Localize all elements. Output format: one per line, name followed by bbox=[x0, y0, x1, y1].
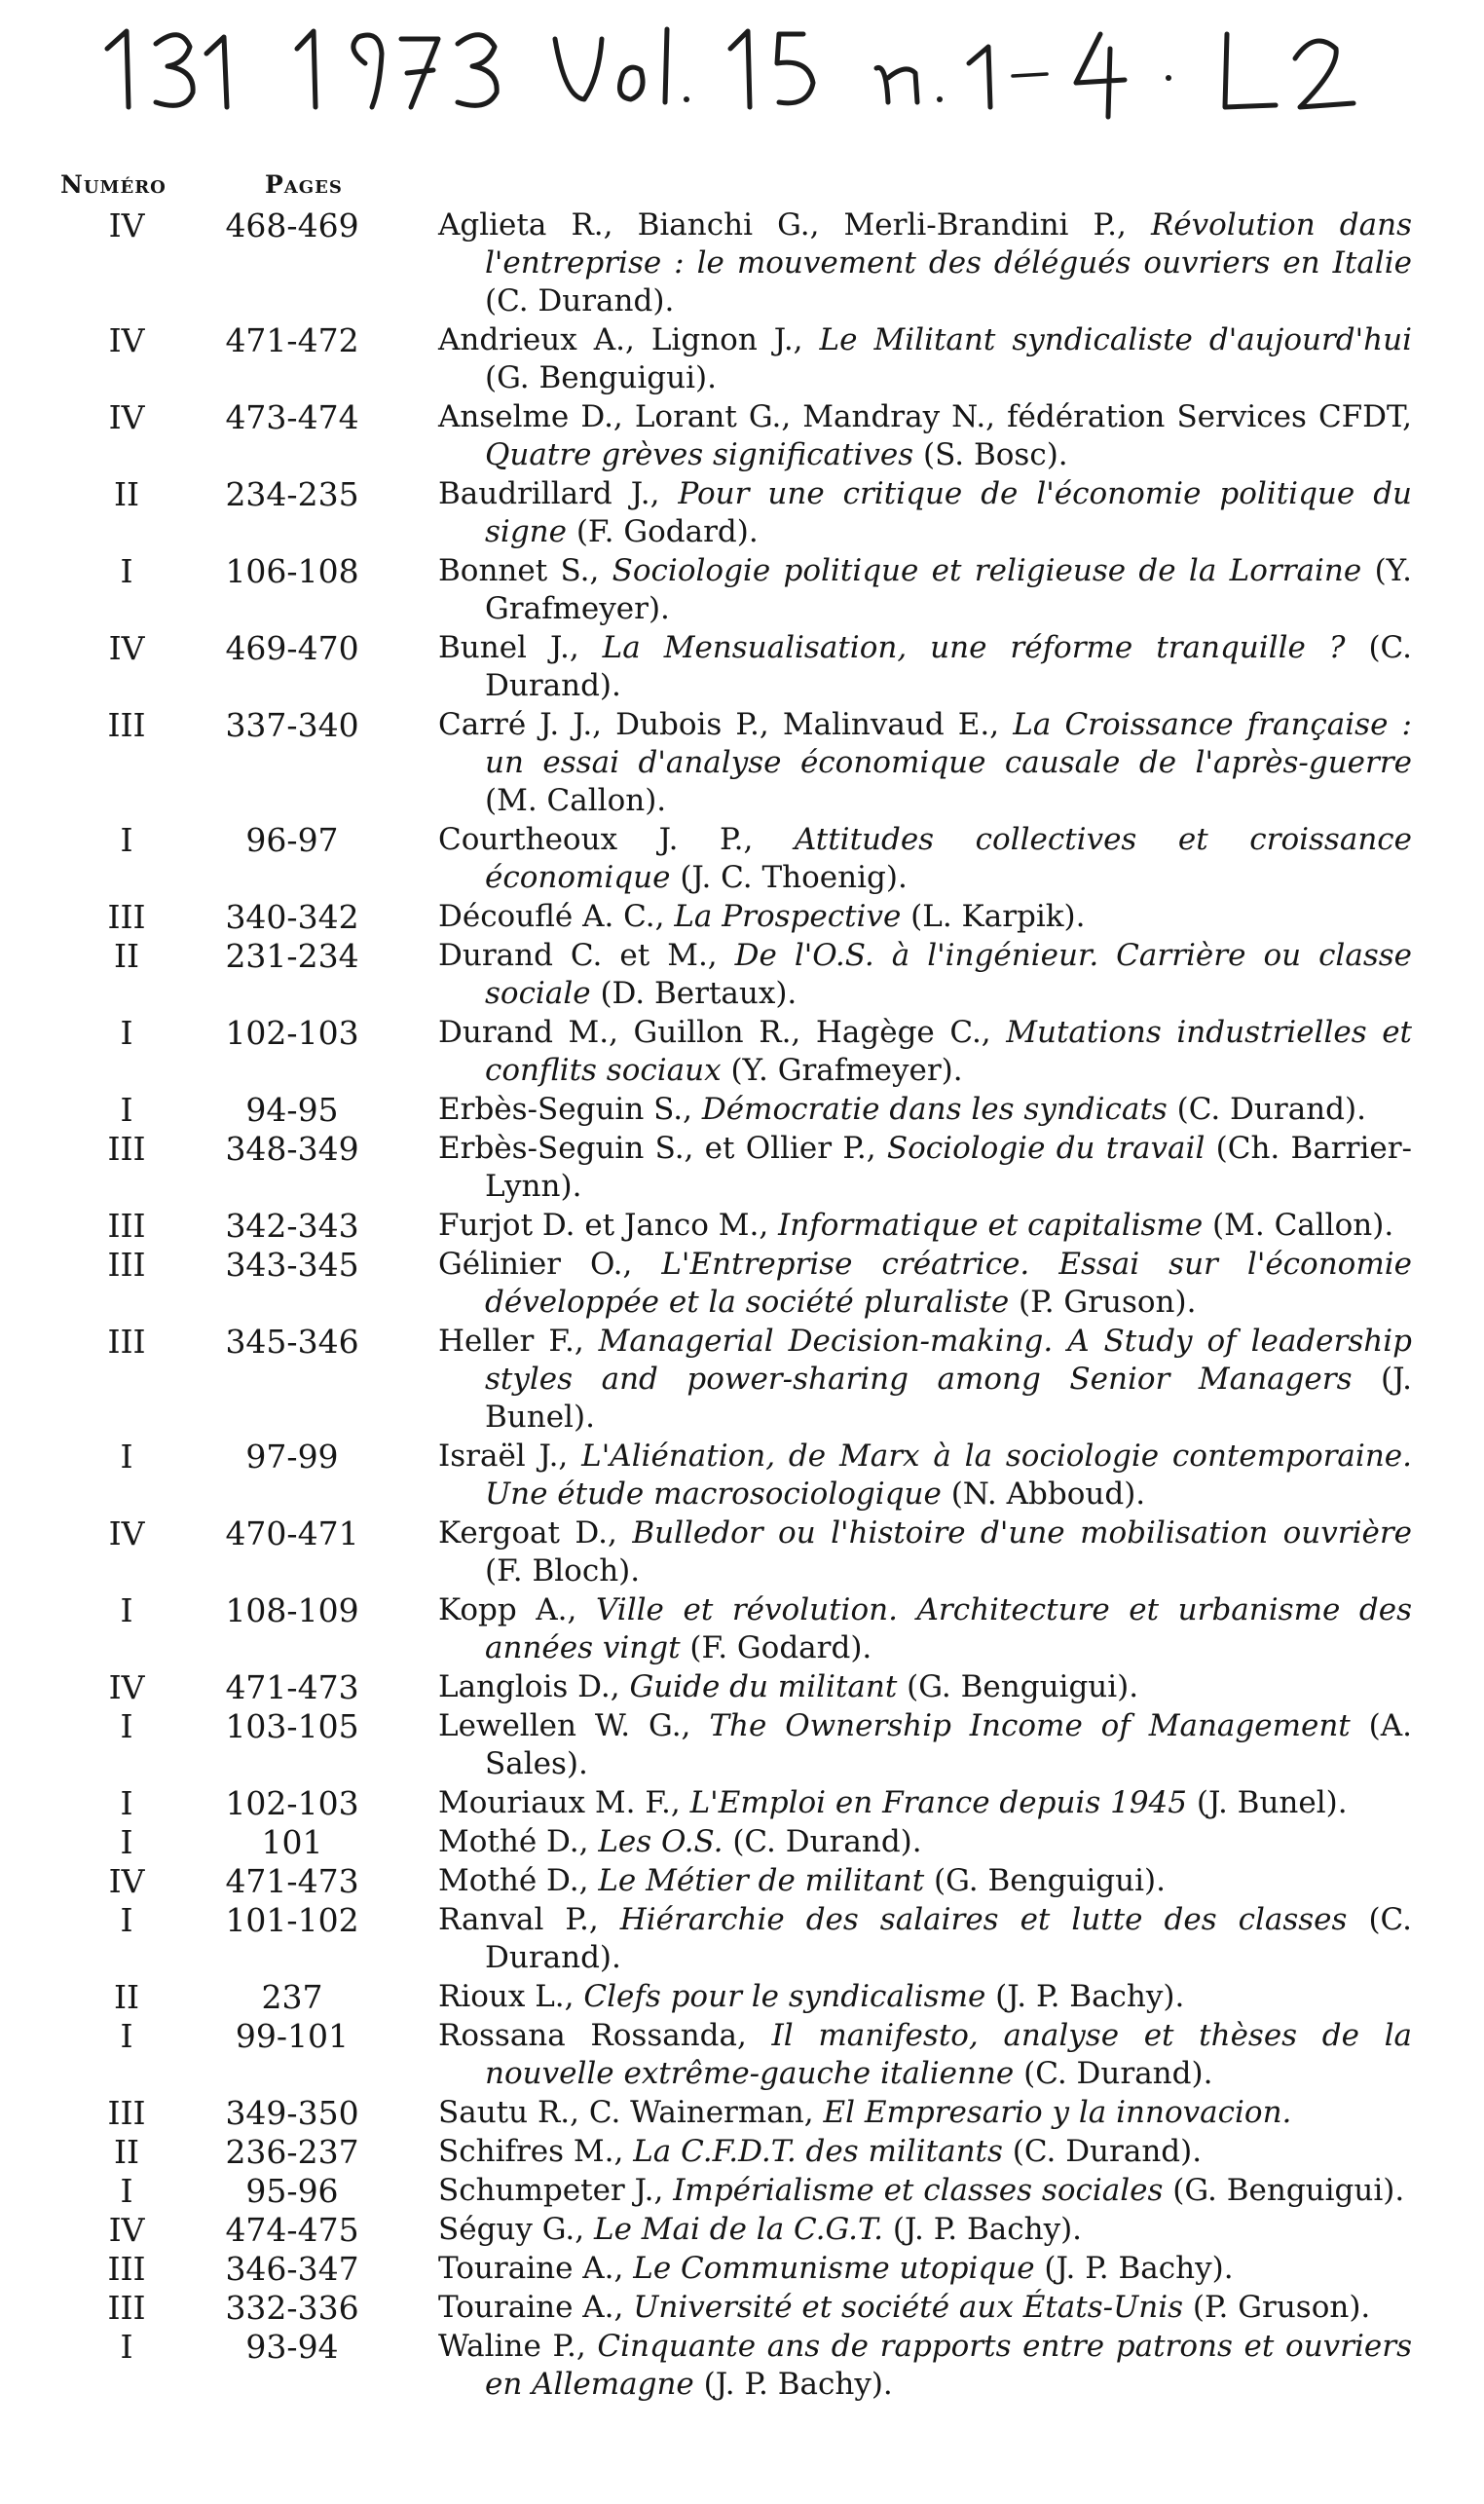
entry-pages: 94-95 bbox=[245, 1091, 339, 1129]
entry-numero: IV bbox=[108, 1668, 145, 1706]
entry-reviewer: (J. Bunel). bbox=[485, 1362, 1413, 1435]
entry-citation bbox=[438, 1091, 1412, 1129]
entry-pages: 332-336 bbox=[225, 2289, 359, 2327]
entry-numero: I bbox=[120, 821, 133, 859]
entry-title: Managerial Decision-making. A Study of leadership styles and power-sharing among Senior Managers bbox=[485, 1324, 1412, 1397]
entry-author: Carré J. J., Dubois P., Malinvaud E., bbox=[438, 707, 1014, 742]
entry-title: Révolution dans l'entreprise : le mouvement des délégués ouvriers en Italie bbox=[485, 207, 1412, 280]
entry-pages: 337-340 bbox=[225, 706, 359, 744]
entry-title: Le Communisme utopique bbox=[633, 2251, 1035, 2286]
entry-pages: 102-103 bbox=[225, 1784, 359, 1822]
entry-citation bbox=[438, 2250, 1412, 2288]
entry-title: El Empresario y la innovacion. bbox=[823, 2095, 1292, 2130]
entry-citation bbox=[438, 1014, 1412, 1090]
entry-author: Lewellen W. G., bbox=[438, 1708, 710, 1743]
entry-author: Rioux L., bbox=[438, 1979, 584, 2014]
entry-numero: II bbox=[113, 475, 140, 513]
entry-numero: I bbox=[120, 2328, 133, 2366]
entry-reviewer: (Y. Grafmeyer). bbox=[485, 553, 1412, 626]
entry-pages: 236-237 bbox=[225, 2133, 359, 2171]
entry-author: Aglieta R., Bianchi G., Merli-Brandini P., bbox=[438, 207, 1151, 243]
entry-reviewer: (F. Bloch). bbox=[485, 1553, 641, 1588]
entry-reviewer: (M. Callon). bbox=[485, 783, 667, 818]
entry-citation bbox=[438, 1862, 1412, 1900]
entry-citation bbox=[438, 552, 1412, 628]
entry-citation bbox=[438, 1707, 1412, 1783]
entry-numero: I bbox=[120, 1591, 133, 1629]
entry-author: Durand C. et M., bbox=[438, 938, 735, 973]
entry-title: Clefs pour le syndicalisme bbox=[583, 1979, 986, 2014]
entry-reviewer: (Ch. Barrier-Lynn). bbox=[485, 1131, 1413, 1204]
entry-citation bbox=[438, 1323, 1412, 1437]
entry-reviewer: (L. Karpik). bbox=[901, 899, 1086, 934]
entry-citation bbox=[438, 2328, 1412, 2404]
entry-reviewer: (J. P. Bachy). bbox=[1034, 2251, 1234, 2286]
entry-title: La Croissance française : un essai d'analyse économique causale de l'après-guerre bbox=[485, 707, 1412, 780]
entry-author: Bonnet S., bbox=[438, 553, 612, 588]
entry-pages: 102-103 bbox=[225, 1014, 359, 1052]
entry-author: Baudrillard J., bbox=[438, 476, 679, 511]
entry-numero: I bbox=[120, 1014, 133, 1052]
header-numero: Numéro bbox=[60, 170, 167, 199]
entry-reviewer: (D. Bertaux). bbox=[590, 976, 798, 1011]
entry-numero: IV bbox=[108, 206, 145, 244]
entry-reviewer: (C. Durand). bbox=[723, 1824, 922, 1859]
entry-citation bbox=[438, 937, 1412, 1013]
entry-citation bbox=[438, 2133, 1412, 2171]
entry-numero: III bbox=[107, 2250, 146, 2288]
entry-pages: 471-472 bbox=[225, 321, 359, 359]
entry-citation bbox=[438, 1207, 1412, 1245]
entry-reviewer: (F. Godard). bbox=[566, 514, 759, 549]
entry-pages: 106-108 bbox=[225, 552, 359, 590]
entry-citation bbox=[438, 2172, 1412, 2210]
entry-reviewer: (J. Bunel). bbox=[1187, 1785, 1348, 1820]
entry-title: Le Mai de la C.G.T. bbox=[593, 2212, 884, 2247]
entry-author: Séguy G., bbox=[438, 2212, 594, 2247]
entry-title: Mutations industrielles et conflits sociaux bbox=[485, 1015, 1412, 1088]
entry-author: Kopp A., bbox=[438, 1592, 596, 1627]
entry-numero: I bbox=[120, 2017, 133, 2055]
entry-title: Cinquante ans de rapports entre patrons et ouvriers en Allemagne bbox=[485, 2329, 1412, 2402]
entry-author: Furjot D. et Janco M., bbox=[438, 1208, 779, 1243]
entry-reviewer: (P. Gruson). bbox=[1183, 2290, 1371, 2325]
entry-pages: 474-475 bbox=[225, 2211, 359, 2249]
entry-numero: II bbox=[113, 2133, 140, 2171]
entry-title: Hiérarchie des salaires et lutte des classes bbox=[619, 1902, 1348, 1937]
entry-title: La Prospective bbox=[674, 899, 902, 934]
entry-numero: IV bbox=[108, 321, 145, 359]
entry-citation bbox=[438, 898, 1412, 936]
entry-title: L'Entreprise créatrice. Essai sur l'économie développée et la société pluraliste bbox=[485, 1247, 1412, 1320]
entry-title: Université et société aux États-Unis bbox=[633, 2290, 1184, 2325]
entry-author: Gélinier O., bbox=[438, 1247, 662, 1282]
entry-numero: IV bbox=[108, 1514, 145, 1552]
entry-citation bbox=[438, 2094, 1412, 2132]
entry-pages: 101-102 bbox=[225, 1901, 359, 1939]
entry-citation bbox=[438, 1978, 1412, 2016]
entry-title: Sociologie politique et religieuse de la Lorraine bbox=[612, 553, 1362, 588]
entry-reviewer: (F. Godard). bbox=[680, 1630, 872, 1665]
entry-title: Ville et révolution. Architecture et urbanisme des années vingt bbox=[485, 1592, 1413, 1665]
entry-pages: 103-105 bbox=[225, 1707, 359, 1745]
entry-reviewer: (G. Benguigui). bbox=[485, 360, 717, 395]
entry-pages: 340-342 bbox=[225, 898, 359, 936]
entry-pages: 345-346 bbox=[225, 1323, 359, 1361]
entry-numero: IV bbox=[108, 2211, 145, 2249]
entry-citation bbox=[438, 1514, 1412, 1590]
entry-title: Attitudes collectives et croissance économique bbox=[485, 822, 1412, 895]
entry-numero: I bbox=[120, 1784, 133, 1822]
entry-author: Courtheoux J. P., bbox=[438, 822, 795, 857]
entry-reviewer: (A. Sales). bbox=[485, 1708, 1412, 1781]
entry-numero: III bbox=[107, 1130, 146, 1168]
entry-reviewer: (P. Gruson). bbox=[1009, 1285, 1197, 1320]
entry-author: Erbès-Seguin S., bbox=[438, 1092, 702, 1127]
entry-numero: III bbox=[107, 1207, 146, 1245]
entry-reviewer: (J. P. Bachy). bbox=[985, 1979, 1185, 2014]
entry-numero: IV bbox=[108, 629, 145, 667]
entry-pages: 99-101 bbox=[235, 2017, 350, 2055]
entry-numero: I bbox=[120, 1823, 133, 1861]
entry-reviewer: (J. P. Bachy). bbox=[693, 2367, 893, 2402]
entry-reviewer: (M. Callon). bbox=[1203, 1208, 1394, 1243]
entry-citation bbox=[438, 1246, 1412, 1322]
entry-author: Mouriaux M. F., bbox=[438, 1785, 690, 1820]
entry-numero: II bbox=[113, 937, 140, 975]
entry-pages: 95-96 bbox=[245, 2172, 339, 2210]
entry-title: Pour une critique de l'économie politique du signe bbox=[485, 476, 1412, 549]
entry-title: Informatique et capitalisme bbox=[778, 1208, 1204, 1243]
entry-title: The Ownership Income of Management bbox=[709, 1708, 1351, 1743]
entry-author: Bunel J., bbox=[438, 630, 603, 665]
entry-reviewer: (N. Abboud). bbox=[941, 1476, 1146, 1512]
entry-author: Touraine A., bbox=[438, 2290, 634, 2325]
entry-reviewer: (S. Bosc). bbox=[913, 437, 1068, 472]
entry-pages: 346-347 bbox=[225, 2250, 359, 2288]
entry-pages: 343-345 bbox=[225, 1246, 359, 1284]
entry-citation bbox=[438, 1591, 1412, 1667]
entry-reviewer: (G. Benguigui). bbox=[924, 1863, 1166, 1898]
entry-numero: I bbox=[120, 1707, 133, 1745]
entry-pages: 349-350 bbox=[225, 2094, 359, 2132]
entry-pages: 471-473 bbox=[225, 1862, 359, 1900]
entry-numero: IV bbox=[108, 1862, 145, 1900]
entry-pages: 108-109 bbox=[225, 1591, 359, 1629]
entry-numero: III bbox=[107, 1246, 146, 1284]
entry-reviewer: (C. Durand). bbox=[1167, 1092, 1366, 1127]
entry-title: Guide du militant bbox=[629, 1669, 898, 1704]
entry-author: Waline P., bbox=[438, 2329, 598, 2364]
entry-title: De l'O.S. à l'ingénieur. Carrière ou classe sociale bbox=[485, 938, 1412, 1011]
entry-citation bbox=[438, 706, 1412, 820]
entry-pages: 231-234 bbox=[225, 937, 359, 975]
entry-citation bbox=[438, 1130, 1412, 1206]
entry-numero: III bbox=[107, 1323, 146, 1361]
entry-pages: 234-235 bbox=[225, 475, 359, 513]
entry-citation bbox=[438, 2211, 1412, 2249]
entry-pages: 468-469 bbox=[225, 206, 359, 244]
entry-title: Les O.S. bbox=[598, 1824, 723, 1859]
entry-numero: I bbox=[120, 1901, 133, 1939]
entry-pages: 93-94 bbox=[245, 2328, 339, 2366]
entry-citation bbox=[438, 1823, 1412, 1861]
entry-citation bbox=[438, 2289, 1412, 2327]
entry-numero: III bbox=[107, 898, 146, 936]
entry-reviewer: (G. Benguigui). bbox=[1163, 2173, 1405, 2208]
entry-author: Découflé A. C., bbox=[438, 899, 675, 934]
entry-title: Impérialisme et classes sociales bbox=[673, 2173, 1164, 2208]
entry-author: Mothé D., bbox=[438, 1824, 599, 1859]
entry-author: Durand M., Guillon R., Hagège C., bbox=[438, 1015, 1007, 1050]
entry-reviewer: (G. Benguigui). bbox=[897, 1669, 1139, 1704]
handwritten-note-drawing bbox=[97, 10, 1441, 166]
entry-citation bbox=[438, 1438, 1412, 1514]
entry-reviewer: (C. Durand). bbox=[1002, 2134, 1203, 2169]
entry-numero: IV bbox=[108, 398, 145, 436]
entry-reviewer: (C. Durand). bbox=[485, 1902, 1413, 1975]
entry-author: Rossana Rossanda, bbox=[438, 2018, 772, 2053]
entry-author: Heller F., bbox=[438, 1324, 599, 1359]
entry-title: La C.F.D.T. des militants bbox=[633, 2134, 1003, 2169]
entry-title: L'Aliénation, de Marx à la sociologie contemporaine. Une étude macrosociologique bbox=[485, 1439, 1412, 1512]
column-headers bbox=[0, 170, 1484, 209]
entry-author: Kergoat D., bbox=[438, 1515, 633, 1551]
entry-reviewer: (C. Durand). bbox=[485, 283, 675, 318]
entry-title: Le Militant syndicaliste d'aujourd'hui bbox=[819, 322, 1412, 357]
entry-title: L'Emploi en France depuis 1945 bbox=[689, 1785, 1187, 1820]
entry-numero: I bbox=[120, 2172, 133, 2210]
handwritten-note bbox=[97, 10, 1441, 166]
review-list bbox=[0, 206, 1484, 2447]
entry-citation bbox=[438, 321, 1412, 397]
entry-reviewer: (C. Durand). bbox=[485, 630, 1413, 703]
entry-numero: II bbox=[113, 1978, 140, 2016]
entry-citation bbox=[438, 1901, 1412, 1977]
entry-numero: I bbox=[120, 552, 133, 590]
entry-pages: 469-470 bbox=[225, 629, 359, 667]
entry-citation bbox=[438, 475, 1412, 551]
entry-citation bbox=[438, 1668, 1412, 1706]
entry-title: Le Métier de militant bbox=[598, 1863, 925, 1898]
entry-pages: 471-473 bbox=[225, 1668, 359, 1706]
entry-author: Anselme D., Lorant G., Mandray N., fédération Services CFDT, bbox=[438, 399, 1412, 434]
entry-title: La Mensualisation, une réforme tranquille ? bbox=[602, 630, 1346, 665]
entry-citation bbox=[438, 629, 1412, 705]
entry-author: Touraine A., bbox=[438, 2251, 634, 2286]
entry-author: Mothé D., bbox=[438, 1863, 599, 1898]
entry-pages: 237 bbox=[261, 1978, 323, 2016]
entry-reviewer: (C. Durand). bbox=[1014, 2056, 1213, 2091]
entry-author: Sautu R., C. Wainerman, bbox=[438, 2095, 824, 2130]
entry-author: Erbès-Seguin S., et Ollier P., bbox=[438, 1131, 887, 1166]
entry-reviewer: (J. C. Thoenig). bbox=[670, 860, 908, 895]
entry-pages: 348-349 bbox=[225, 1130, 359, 1168]
entry-author: Ranval P., bbox=[438, 1902, 620, 1937]
entry-citation bbox=[438, 1784, 1412, 1822]
entry-citation bbox=[438, 821, 1412, 897]
entry-pages: 473-474 bbox=[225, 398, 359, 436]
entry-author: Israël J., bbox=[438, 1439, 582, 1474]
entry-reviewer: (Y. Grafmeyer). bbox=[721, 1053, 963, 1088]
entry-pages: 96-97 bbox=[245, 821, 339, 859]
entry-title: Sociologie du travail bbox=[886, 1131, 1206, 1166]
entry-title: Il manifesto, analyse et thèses de la nouvelle extrême-gauche italienne bbox=[485, 2018, 1412, 2091]
entry-citation bbox=[438, 2017, 1412, 2093]
entry-title: Bulledor ou l'histoire d'une mobilisation ouvrière bbox=[632, 1515, 1413, 1551]
entry-numero: III bbox=[107, 706, 146, 744]
entry-numero: III bbox=[107, 2289, 146, 2327]
entry-author: Andrieux A., Lignon J., bbox=[438, 322, 820, 357]
entry-pages: 101 bbox=[261, 1823, 323, 1861]
entry-title: Démocratie dans les syndicats bbox=[701, 1092, 1168, 1127]
entry-numero: III bbox=[107, 2094, 146, 2132]
entry-pages: 342-343 bbox=[225, 1207, 359, 1245]
header-pages: Pages bbox=[265, 170, 343, 199]
entry-author: Schifres M., bbox=[438, 2134, 634, 2169]
entry-title: Quatre grèves significatives bbox=[485, 437, 914, 472]
entry-numero: I bbox=[120, 1091, 133, 1129]
entry-numero: I bbox=[120, 1438, 133, 1476]
entry-author: Langlois D., bbox=[438, 1669, 630, 1704]
entry-citation bbox=[438, 206, 1412, 320]
entry-author: Schumpeter J., bbox=[438, 2173, 674, 2208]
entry-pages: 97-99 bbox=[245, 1438, 339, 1476]
entry-reviewer: (J. P. Bachy). bbox=[883, 2212, 1083, 2247]
entry-pages: 470-471 bbox=[225, 1514, 359, 1552]
entry-citation bbox=[438, 398, 1412, 474]
